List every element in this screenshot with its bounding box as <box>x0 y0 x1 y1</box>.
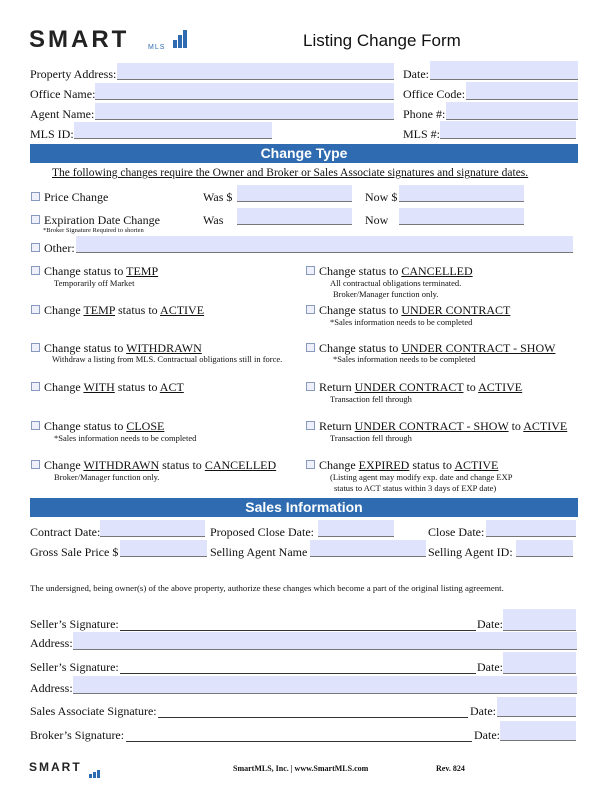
option-status: TEMP <box>126 264 159 278</box>
office-name-label: Office Name: <box>30 87 96 101</box>
proposed-close-field[interactable] <box>318 520 394 537</box>
seller-date-field-2[interactable] <box>503 652 576 674</box>
was-label-2: Was <box>203 213 224 227</box>
option-note: status to ACT status within 3 days of EXP date) <box>334 483 497 493</box>
checkbox-icon[interactable] <box>31 382 40 391</box>
seller-date-label-2: Date: <box>477 660 503 674</box>
option-status: ACTIVE <box>523 419 568 433</box>
smartmls-logo <box>29 26 129 54</box>
option-note: *Sales information needs to be completed <box>330 317 473 327</box>
broker-date-field[interactable] <box>500 721 576 741</box>
option-text: Change status to <box>44 264 127 278</box>
option-text: status to <box>409 458 455 472</box>
price-was-field[interactable] <box>237 185 352 202</box>
option-status: CLOSE <box>126 419 165 433</box>
seller-address-field-2[interactable] <box>73 676 577 694</box>
sales-associate-date-label: Date: <box>470 704 496 718</box>
now-label-2: Now <box>365 213 389 227</box>
broker-signature-line[interactable] <box>126 728 472 742</box>
contract-date-field[interactable] <box>100 520 205 537</box>
status-option[interactable] <box>306 419 567 433</box>
selling-agent-id-field[interactable] <box>516 540 573 557</box>
price-now-field[interactable] <box>399 185 524 202</box>
broker-signature-label: Broker’s Signature: <box>30 728 125 742</box>
date-field[interactable] <box>430 61 578 80</box>
change-type-heading: Change Type <box>30 144 578 163</box>
status-option[interactable] <box>306 264 473 278</box>
status-option[interactable] <box>31 380 184 394</box>
logo-bars-icon <box>172 30 187 48</box>
sales-associate-signature-line[interactable] <box>158 704 468 718</box>
option-status: UNDER CONTRACT <box>401 303 511 317</box>
option-note: (Listing agent may modify exp. date and change EXP <box>330 472 513 482</box>
mls-number-label: MLS #: <box>403 127 441 141</box>
option-note: Broker/Manager function only. <box>54 472 160 482</box>
checkbox-icon[interactable] <box>31 305 40 314</box>
sales-associate-date-field[interactable] <box>497 697 576 717</box>
office-code-label: Office Code: <box>403 87 466 101</box>
option-text: status to <box>114 380 160 394</box>
option-status: CANCELLED <box>204 458 277 472</box>
option-text: Change <box>44 458 84 472</box>
checkbox-icon[interactable] <box>31 243 40 252</box>
seller-signature-line[interactable] <box>120 617 476 631</box>
option-note: All contractual obligations terminated. <box>330 278 462 288</box>
sales-associate-signature-label: Sales Associate Signature: <box>30 704 157 718</box>
expiration-note: *Broker Signature Required to shorten <box>43 227 144 234</box>
property-address-field[interactable] <box>117 63 394 80</box>
status-option[interactable] <box>31 264 158 278</box>
checkbox-icon[interactable] <box>31 343 40 352</box>
footer-logo <box>29 760 82 774</box>
footer-logo-text: SMART <box>29 760 82 774</box>
option-status: UNDER CONTRACT - SHOW <box>354 419 509 433</box>
option-note: Broker/Manager function only. <box>333 289 439 299</box>
option-text: Change status to <box>319 303 402 317</box>
seller-date-field[interactable] <box>503 609 576 631</box>
option-text: Change status to <box>44 419 127 433</box>
status-option[interactable] <box>31 303 204 317</box>
option-text: Change status to <box>319 264 402 278</box>
status-option[interactable] <box>306 303 510 317</box>
close-date-field[interactable] <box>486 520 576 537</box>
option-status: ACT <box>159 380 184 394</box>
option-note: Transaction fell through <box>330 394 412 404</box>
option-status: WITHDRAWN <box>83 458 160 472</box>
option-text: Change <box>44 303 84 317</box>
sales-information-heading: Sales Information <box>30 498 578 517</box>
selling-agent-name-label: Selling Agent Name <box>210 545 308 559</box>
option-status: UNDER CONTRACT - SHOW <box>401 341 556 355</box>
option-status: ACTIVE <box>160 303 205 317</box>
status-option[interactable] <box>31 458 276 472</box>
broker-date-label: Date: <box>474 728 500 742</box>
office-name-field[interactable] <box>95 83 394 100</box>
option-status: ACTIVE <box>478 380 523 394</box>
option-note: *Sales information needs to be completed <box>54 433 197 443</box>
other-field[interactable] <box>76 236 573 253</box>
mls-id-field[interactable] <box>74 122 272 139</box>
option-text: status to <box>159 458 205 472</box>
date-label: Date: <box>403 67 429 81</box>
seller-signature-label-2: Seller’s Signature: <box>30 660 119 674</box>
expiration-change-label: Expiration Date Change <box>44 213 160 227</box>
option-text: to <box>508 419 524 433</box>
other-option[interactable] <box>31 241 75 255</box>
selling-agent-id-label: Selling Agent ID: <box>428 545 513 559</box>
selling-agent-name-field[interactable] <box>310 540 426 557</box>
expiration-change-option[interactable] <box>31 213 160 227</box>
logo-sub: MLS <box>148 44 166 51</box>
option-status: TEMP <box>83 303 116 317</box>
option-note: Temporarily off Market <box>54 278 135 288</box>
option-text: to <box>463 380 479 394</box>
other-label: Other: <box>44 241 75 255</box>
option-status: CANCELLED <box>401 264 473 278</box>
option-text: Change <box>44 380 84 394</box>
option-status: WITH <box>83 380 115 394</box>
contract-date-label: Contract Date: <box>30 525 101 539</box>
status-option[interactable] <box>306 458 498 472</box>
checkbox-icon[interactable] <box>306 305 315 314</box>
address-label: Address: <box>30 636 73 650</box>
office-code-field[interactable] <box>466 82 578 100</box>
checkbox-icon[interactable] <box>31 460 40 469</box>
property-address-label: Property Address: <box>30 67 117 81</box>
option-note: *Sales information needs to be completed <box>333 354 476 364</box>
status-option[interactable] <box>306 380 522 394</box>
page-title: Listing Change Form <box>303 31 461 50</box>
checkbox-icon[interactable] <box>31 266 40 275</box>
seller-date-label: Date: <box>477 617 503 631</box>
seller-address-field[interactable] <box>73 632 577 650</box>
option-status: EXPIRED <box>358 458 410 472</box>
address-label-2: Address: <box>30 681 73 695</box>
footer-revision: Rev. 824 <box>436 764 465 773</box>
status-option[interactable] <box>31 419 164 433</box>
authorization-statement: The undersigned, being owner(s) of the above property, authorize these changes which become a part of the original listing agreement. <box>30 583 504 593</box>
agent-name-label: Agent Name: <box>30 107 95 121</box>
mls-id-label: MLS ID: <box>30 127 74 141</box>
checkbox-icon[interactable] <box>31 421 40 430</box>
logo-text: SMART <box>29 26 130 53</box>
option-text: Return <box>319 380 355 394</box>
seller-signature-label: Seller’s Signature: <box>30 617 119 631</box>
now-label: Now $ <box>365 190 398 204</box>
option-status: WITHDRAWN <box>126 341 202 355</box>
status-option[interactable] <box>306 341 555 355</box>
footer-company: SmartMLS, Inc. | www.SmartMLS.com <box>233 764 369 773</box>
option-note: Withdraw a listing from MLS. Contractual obligations still in force. <box>52 354 283 364</box>
expiration-was-field[interactable] <box>237 208 352 225</box>
checkbox-icon[interactable] <box>31 215 40 224</box>
checkbox-icon[interactable] <box>306 421 315 430</box>
checkbox-icon[interactable] <box>306 343 315 352</box>
close-date-label: Close Date: <box>428 525 485 539</box>
was-label: Was $ <box>203 190 233 204</box>
agent-name-field[interactable] <box>95 103 394 120</box>
price-change-label: Price Change <box>44 190 109 204</box>
phone-label: Phone #: <box>403 107 446 121</box>
change-type-intro: The following changes require the Owner and Broker or Sales Associate signatures and signature dates. <box>52 167 529 179</box>
phone-field[interactable] <box>446 102 578 120</box>
option-note: Transaction fell through <box>330 433 412 443</box>
price-change-option[interactable] <box>31 190 108 204</box>
option-text: Change status to <box>319 341 402 355</box>
checkbox-icon[interactable] <box>306 266 315 275</box>
mls-number-field[interactable] <box>440 121 576 139</box>
option-status: UNDER CONTRACT <box>354 380 464 394</box>
checkbox-icon[interactable] <box>306 460 315 469</box>
option-text: status to <box>115 303 161 317</box>
option-text: Change <box>319 458 359 472</box>
proposed-close-label: Proposed Close Date: <box>210 525 314 539</box>
checkbox-icon[interactable] <box>31 192 40 201</box>
seller-signature-line-2[interactable] <box>120 660 476 674</box>
option-text: Return <box>319 419 355 433</box>
expiration-now-field[interactable] <box>399 208 524 225</box>
gross-sale-field[interactable] <box>120 540 207 557</box>
footer-logo-bars-icon <box>88 763 100 778</box>
checkbox-icon[interactable] <box>306 382 315 391</box>
status-option[interactable] <box>31 341 202 355</box>
option-text: Change status to <box>44 341 127 355</box>
option-status: ACTIVE <box>454 458 499 472</box>
gross-sale-label: Gross Sale Price $ <box>30 545 119 559</box>
